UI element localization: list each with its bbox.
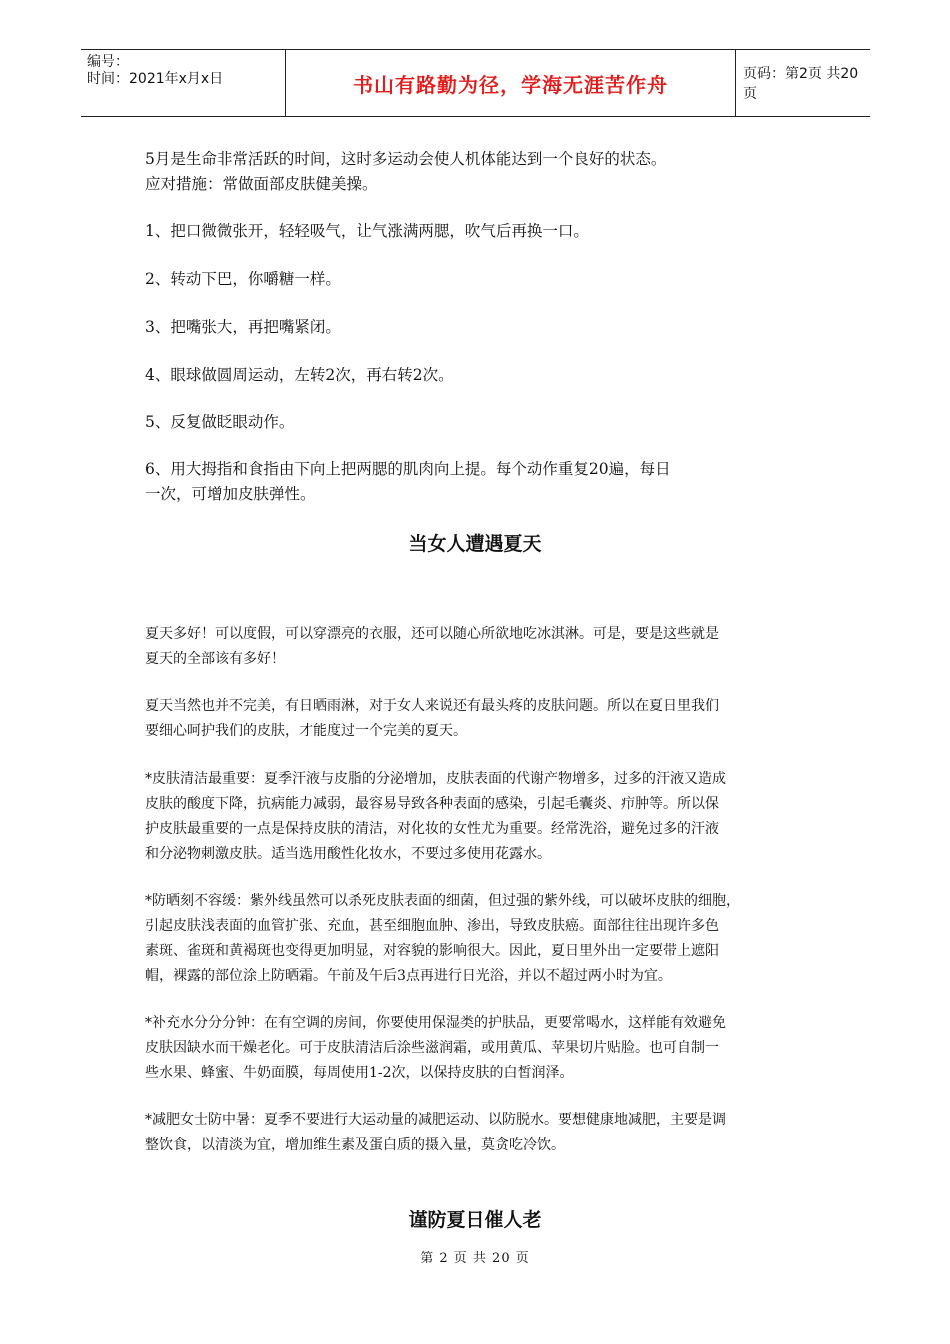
- date-label: 时间：2021年x月x日: [87, 71, 224, 87]
- para-6-line-2: 整饮食，以清淡为宜，增加维生素及蛋白质的摄入量，莫贪吃冷饮。: [145, 1137, 565, 1153]
- para-3-line-1: *皮肤清洁最重要：夏季汗液与皮脂的分泌增加，皮肤表面的代谢产物增多，过多的汗液又造成: [145, 771, 726, 787]
- para-4-line-3: 素斑、雀斑和黄褐斑也变得更加明显，对容貌的影响很大。因此，夏日里外出一定要带上遮阳: [145, 943, 719, 959]
- para-4-line-4: 帽，裸露的部位涂上防晒霜。午前及午后3点再进行日光浴，并以不超过两小时为宜。: [145, 968, 672, 984]
- intro-line-2: 应对措施：常做面部皮肤健美操。: [145, 175, 378, 193]
- para-5-line-3: 些水果、蜂蜜、牛奶面膜，每周使用1-2次，以保持皮肤的白皙润泽。: [145, 1065, 574, 1081]
- page-footer: 第 2 页 共 20 页: [420, 1251, 530, 1266]
- step-2: 2、转动下巴，你嚼糖一样。: [145, 270, 341, 288]
- para-5-line-2: 皮肤因缺水而干燥老化。可于皮肤清洁后涂些滋润霜，或用黄瓜、苹果切片贴脸。也可自制一: [145, 1040, 719, 1056]
- section-title-summer: 当女人遭遇夏天: [408, 533, 542, 555]
- header-meta: [81, 50, 286, 116]
- section-title-aging: 谨防夏日催人老: [408, 1209, 542, 1231]
- para-4-line-2: 引起皮肤浅表面的血管扩张、充血，甚至细胞血肿、渗出，导致皮肤癌。面部往往出现许多色: [145, 918, 719, 934]
- para-3-line-2: 皮肤的酸度下降，抗病能力减弱，最容易导致各种表面的感染，引起毛囊炎、疖肿等。所以保: [145, 796, 719, 812]
- para-2-line-2: 要细心呵护我们的皮肤，才能度过一个完美的夏天。: [145, 723, 467, 739]
- para-2-line-1: 夏天当然也并不完美，有日晒雨淋，对于女人来说还有最头疼的皮肤问题。所以在夏日里我们: [145, 698, 719, 714]
- para-6-line-1: *减肥女士防中暑：夏季不要进行大运动量的减肥运动、以防脱水。要想健康地减肥，主要是调: [145, 1112, 726, 1128]
- step-1: 1、把口微微张开，轻轻吸气，让气涨满两腮，吹气后再换一口。: [145, 222, 589, 240]
- step-4: 4、眼球做圆周运动，左转2次，再右转2次。: [145, 366, 454, 384]
- step-6-line-1: 6、用大拇指和食指由下向上把两腮的肌肉向上提。每个动作重复20遍，每日: [145, 460, 671, 478]
- para-3-line-4: 和分泌物刺激皮肤。适当选用酸性化妆水，不要过多使用花露水。: [145, 846, 551, 862]
- code-label: 编号：: [87, 54, 129, 70]
- step-6-line-2: 一次，可增加皮肤弹性。: [145, 485, 316, 503]
- para-5-line-1: *补充水分分分钟：在有空调的房间，你要使用保湿类的护肤品，更要常喝水，这样能有效避免: [145, 1015, 726, 1031]
- intro-line-1: 5月是生命非常活跃的时间，这时多运动会使人机体能达到一个良好的状态。: [145, 150, 667, 168]
- page-header: [81, 49, 870, 117]
- para-3-line-3: 护皮肤最重要的一点是保持皮肤的清洁，对化妆的女性尤为重要。经常洗浴，避免过多的汗液: [145, 821, 719, 837]
- step-3: 3、把嘴张大，再把嘴紧闭。: [145, 318, 341, 336]
- header-motto: 书山有路勤为径，学海无涯苦作舟: [286, 50, 736, 116]
- para-1-line-2: 夏天的全部该有多好！: [145, 651, 285, 667]
- para-1-line-1: 夏天多好！可以度假，可以穿漂亮的衣服，还可以随心所欲地吃冰淇淋。可是，要是这些就是: [145, 626, 719, 642]
- header-page-info: 页码：第2页 共20页: [743, 66, 859, 102]
- step-5: 5、反复做眨眼动作。: [145, 413, 295, 431]
- para-4-line-1: *防晒刻不容缓：紫外线虽然可以杀死皮肤表面的细菌，但过强的紫外线，可以破坏皮肤的细胞，: [145, 893, 740, 909]
